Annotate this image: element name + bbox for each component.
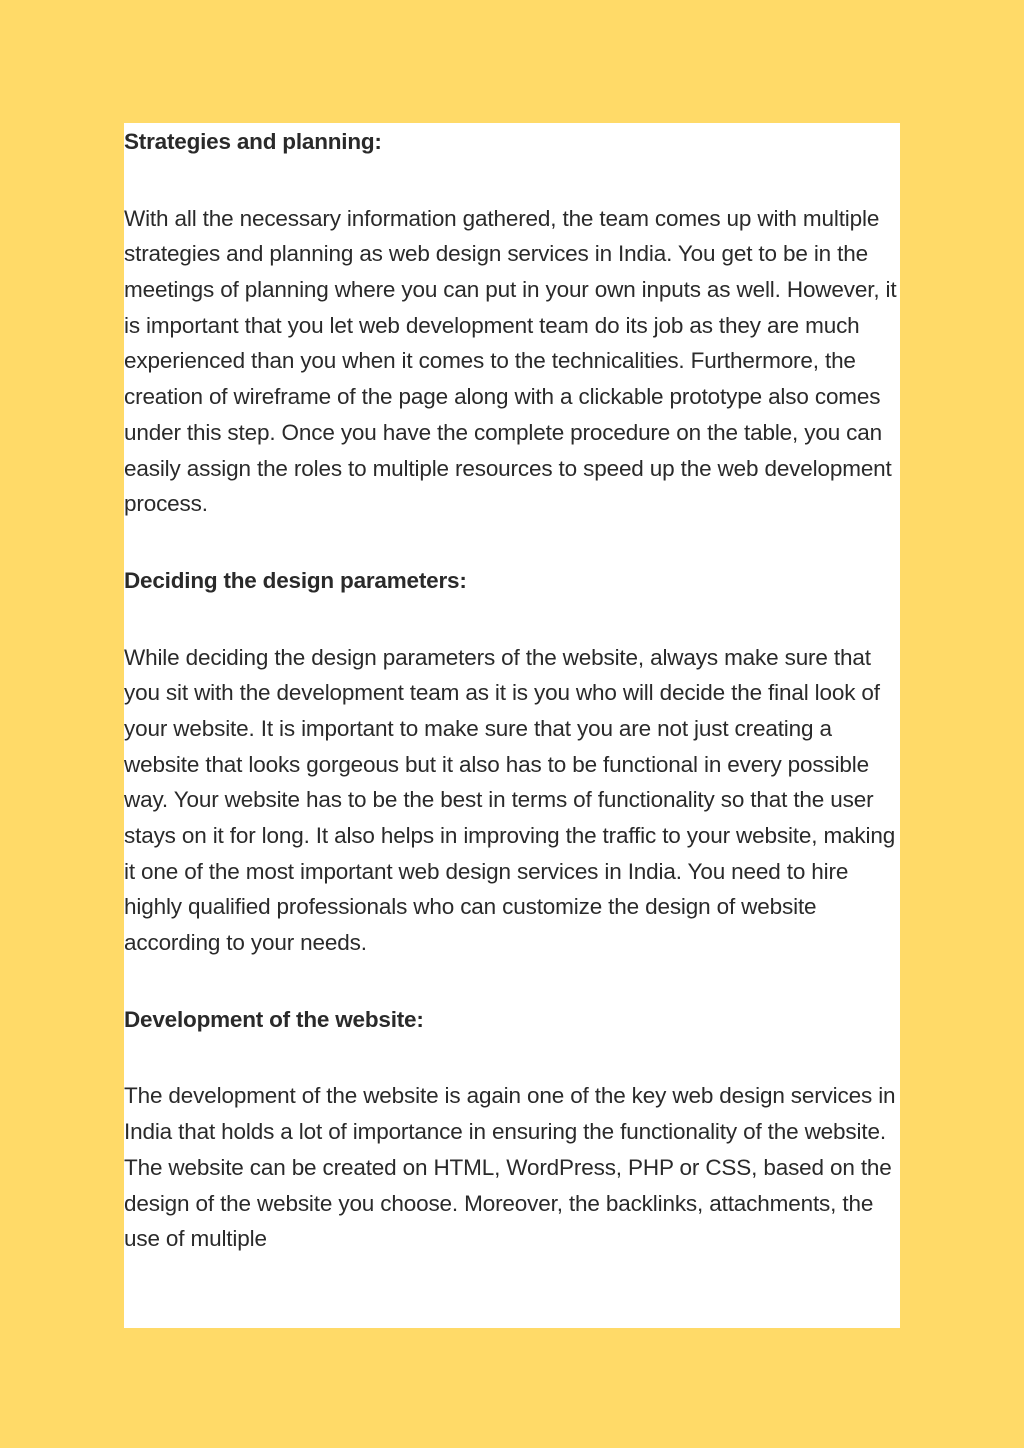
section-body-development: The development of the website is again one of the key web design services in India that holds a lot of importance in ensuring the functionality of the website. The website can be created on HTML, WordPress, PHP or CSS, based on the design of the website you choose. Moreover, the backlinks, attachments, the use of multiple <box>124 1083 896 1252</box>
spacer <box>124 522 900 563</box>
section-heading-development: Development of the website: <box>124 1006 424 1032</box>
section-body-design-parameters: While deciding the design parameters of the website, always make sure that you sit with the development team as it is you who will decide the final look of your website. It is important to make sure that you are not just creating a website that looks gorgeous but it also has to be functional in every possible way. Your website has to be the best in terms of functionality so that the user stays on it for long. It also helps in improving the traffic to your website, making it one of the most important web design services in India. You need to hire highly qualified professionals who can customize the design of website according to your needs. <box>124 644 896 956</box>
spacer <box>124 1037 900 1078</box>
spacer <box>124 961 900 1002</box>
document-panel <box>124 123 900 1328</box>
section-body-strategies: With all the necessary information gathered, the team comes up with multiple strategies and planning as web design services in India. You get to be in the meetings of planning where you can put in your own inputs as well. However, it is important that you let web development team do its job as they are much experienced than you when it comes to the technicalities. Furthermore, the creation of wireframe of the page along with a clickable prototype also comes under this step. Once you have the complete procedure on the table, you can easily assign the roles to multiple resources to speed up the web development process. <box>124 205 897 517</box>
section-heading-strategies: Strategies and planning: <box>124 129 382 154</box>
spacer <box>124 160 900 201</box>
section-heading-design-parameters: Deciding the design parameters: <box>124 567 467 593</box>
spacer <box>124 599 900 640</box>
